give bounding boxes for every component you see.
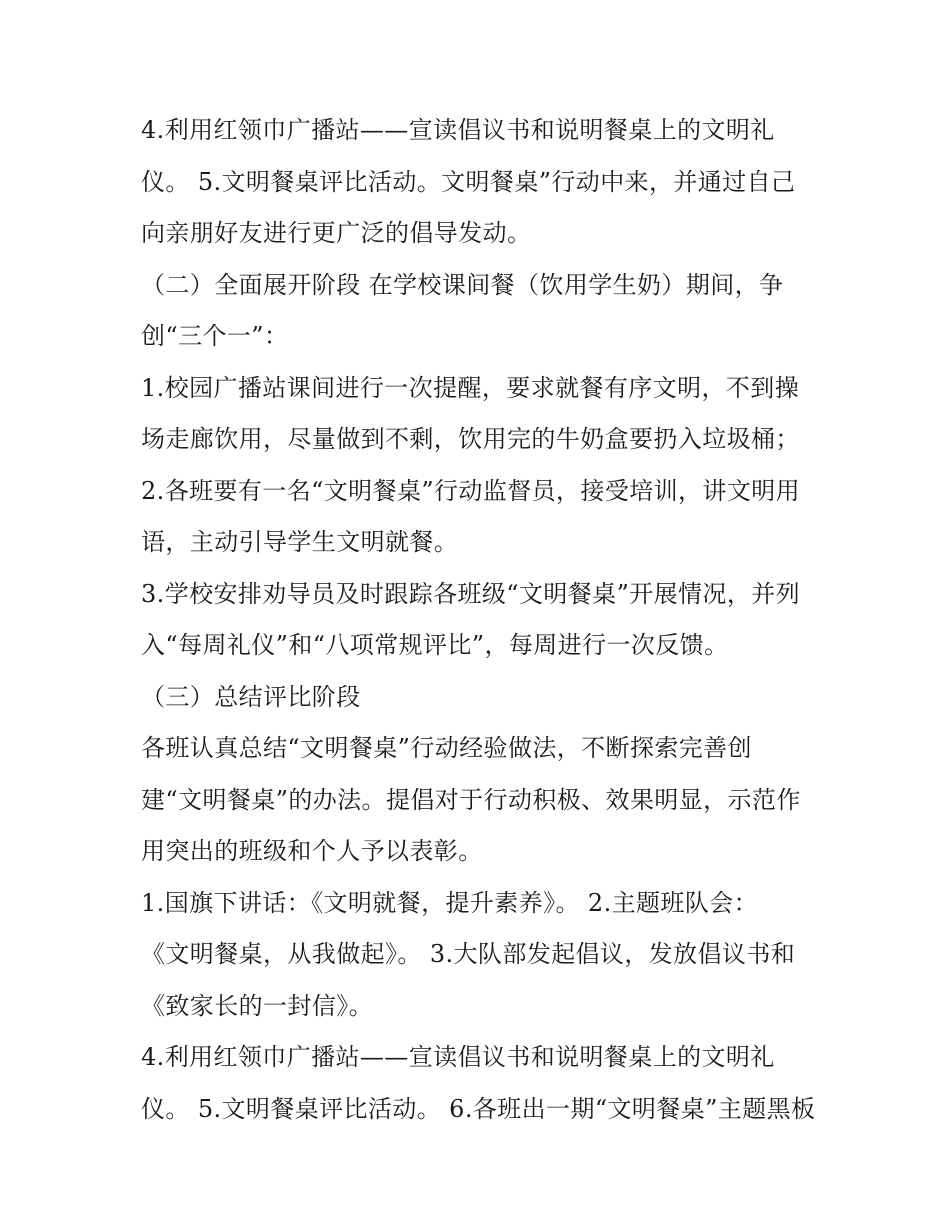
text-line: 建“文明餐桌”的办法。提倡对于行动积极、效果明显，示范作 (141, 785, 801, 814)
text-line: 仪。 5.文明餐桌评比活动。 6.各班出一期“文明餐桌”主题黑板 (141, 1094, 816, 1123)
text-line: 场走廊饮用，尽量做到不剩，饮用完的牛奶盒要扔入垃圾桶； (141, 425, 800, 453)
text-line: 入“每周礼仪”和“八项常规评比”，每周进行一次反馈。 (141, 631, 729, 659)
text-line: 向亲朋好友进行更广泛的倡导发动。 (141, 219, 532, 247)
text-line: 3.学校安排劝导员及时跟踪各班级“文明餐桌”开展情况，并列 (141, 579, 801, 608)
text-line: 4.利用红领巾广播站——宣读倡议书和说明餐桌上的文明礼 (141, 116, 775, 144)
text-line: 各班认真总结“文明餐桌”行动经验做法，不断探索完善创 (141, 734, 752, 762)
section-heading-line: （三）总结评比阶段 (141, 682, 361, 711)
text-line: 《致家长的一封信》。 (141, 991, 373, 1020)
document-body (141, 105, 821, 1135)
text-line: 仪。 5.文明餐桌评比活动。文明餐桌”行动中来，并通过自己 (141, 167, 796, 196)
text-line: 1.校园广播站课间进行一次提醒，要求就餐有序文明，不到操 (141, 373, 800, 402)
text-line: 4.利用红领巾广播站——宣读倡议书和说明餐桌上的文明礼 (141, 1043, 775, 1071)
text-line: 2.各班要有一名“文明餐桌”行动监督员，接受培训，讲文明用 (141, 476, 801, 505)
text-line: 1.国旗下讲话：《文明就餐，提升素养》。 2.主题班队会： (141, 888, 759, 917)
text-line: 语，主动引导学生文明就餐。 (141, 528, 459, 556)
section-heading-line: （二）全面展开阶段 在学校课间餐（饮用学生奶）期间，争 (141, 270, 784, 299)
text-line: 《文明餐桌，从我做起》。 3.大队部发起倡议，发放倡议书和 (141, 940, 796, 968)
text-line: 创“三个一”： (141, 322, 289, 350)
text-line: 用突出的班级和个人予以表彰。 (141, 837, 483, 865)
